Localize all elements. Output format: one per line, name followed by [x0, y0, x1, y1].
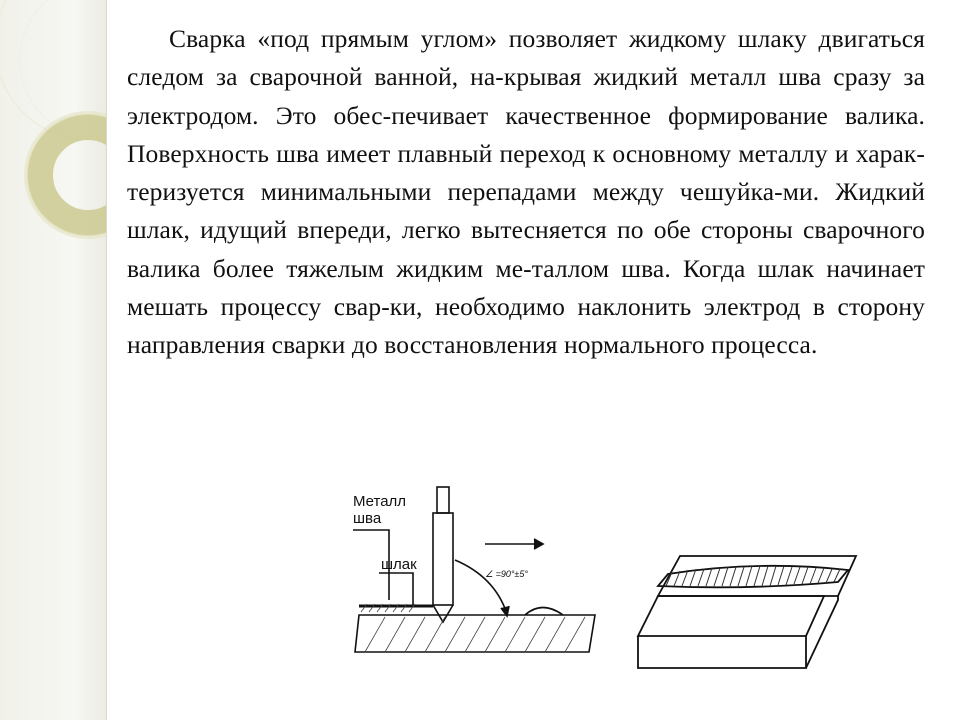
angle-label: ∠ =90°±5° — [485, 569, 528, 579]
electrode-holder — [437, 487, 449, 513]
bead-ripples — [666, 566, 840, 586]
electrode-rod — [433, 513, 453, 605]
left-divider — [106, 0, 107, 720]
label-slag: шлак — [381, 556, 417, 573]
welding-diagram-bead — [628, 540, 868, 670]
plate-front-top — [638, 596, 824, 636]
weld-pool — [525, 608, 563, 616]
welding-diagram-electrode — [345, 482, 610, 662]
weld-bead — [658, 566, 848, 588]
plate-front-face — [638, 636, 806, 668]
plate-side-face — [806, 596, 838, 668]
plate-hatching — [361, 604, 585, 652]
electrode-tip — [433, 605, 453, 622]
ring-icon — [40, 127, 106, 223]
label-metal: Металл — [353, 493, 407, 510]
decorative-rings — [0, 0, 106, 260]
body-paragraph: Сварка «под прямым углом» позволяет жидкому шлаку двигаться следом за сварочной ванной, на-крывая жидкий металл шва сразу за электродом. Это обес-печивает качественное формирование валика. Поверхность шва имеет плавный переход к основному металлу и харак-теризуется минимальными перепадами между чешуйка-ми. Жидкий шлак, идущий впереди, легко вытесняется по обе стороны сварочного валика более тяжелым жидким ме-таллом шва. Когда шлак начинает мешать процессу свар-ки, необходимо наклонить электрод в сторону направления сварки до восстановления нормального процесса. — [127, 24, 925, 360]
base-plate — [355, 615, 595, 652]
label-weld: шва — [353, 510, 382, 527]
slag-leader-line — [379, 573, 413, 607]
arrow-head — [534, 539, 543, 549]
